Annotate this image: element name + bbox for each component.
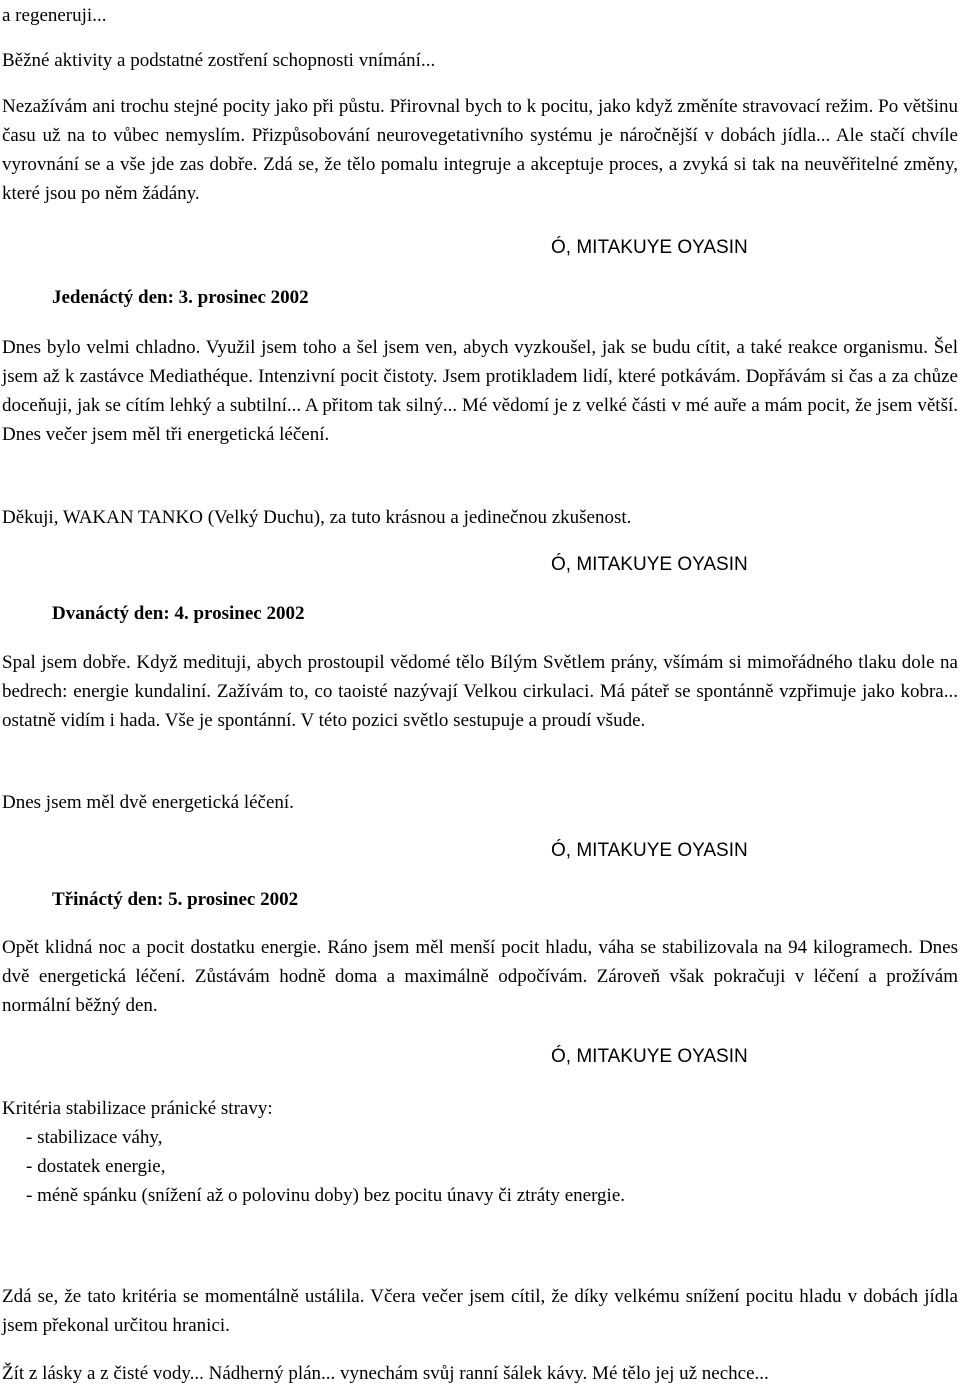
heading-day-12: Dvanáctý den: 4. prosinec 2002 [52,603,305,624]
paragraph-intro-3: Nezažívám ani trochu stejné pocity jako při půstu. Přirovnal bych to k pocitu, jako když změníte stravovací režim. Po většinu času už na to vůbec nemyslím. Přizpůsobování neurovegetativního systému je náročnější v dobách jídla... Ale stačí chvíle vyrovnání se a vše jde zas dobře. Zdá se, že tělo pomalu integruje a akceptuje proces, a zvyká si tak na neuvěřitelné změny, které jsou po něm žádány. [2,96,958,204]
paragraph-final-2: Žít z lásky a z čisté vody... Nádherný plán... vynechám svůj ranní šálek kávy. Mé tělo jej už nechce... [2,1363,769,1384]
signature-4: Ó, MITAKUYE OYASIN [551,1046,748,1067]
criteria-item-sleep: - méně spánku (snížení až o polovinu doby) bez pocitu únavy či ztráty energie. [26,1185,626,1206]
paragraph-day-13: Opět klidná noc a pocit dostatku energie. Ráno jsem měl menší pocit hladu, váha se stabilizovala na 94 kilogramech. Dnes dvě energetická léčení. Zůstávám hodně doma a maximálně odpočívám. Zároveň však pokračuji v léčení a prožívám normální běžný den. [2,937,958,1016]
criteria-title: Kritéria stabilizace pránické stravy: [2,1098,273,1119]
signature-2: Ó, MITAKUYE OYASIN [551,554,748,575]
paragraph-thanks: Děkuji, WAKAN TANKO (Velký Duchu), za tuto krásnou a jedinečnou zkušenost. [2,507,632,528]
criteria-item-energy: - dostatek energie, [26,1156,166,1177]
signature-3: Ó, MITAKUYE OYASIN [551,840,748,861]
heading-day-13: Třináctý den: 5. prosinec 2002 [52,889,299,910]
paragraph-day-12: Spal jsem dobře. Když medituji, abych prostoupil vědomé tělo Bílým Světlem prány, všímám si mimořádného tlaku dole na bedrech: energie kundaliní. Zažívám to, co taoisté nazývají Velkou cirkulaci. Má páteř se spontánně vzpřimuje jako kobra... ostatně vidím i hada. Vše je spontánní. V této pozici světlo sestupuje a proudí všude. [2,652,958,731]
paragraph-intro-2: Běžné aktivity a podstatné zostření schopnosti vnímání... [2,50,436,71]
paragraph-day-12-healing: Dnes jsem měl dvě energetická léčení. [2,792,294,813]
paragraph-intro-1: a regeneruji... [2,5,107,26]
heading-day-11: Jedenáctý den: 3. prosinec 2002 [52,287,309,308]
paragraph-day-11: Dnes bylo velmi chladno. Využil jsem toho a šel jsem ven, abych vyzkoušel, jak se budu cítit, a také reakce organismu. Šel jsem až k zastávce Mediathéque. Intenzivní pocit čistoty. Jsem protikladem lidí, které potkávám. Dopřávám si čas a za chůze doceňuji, jak se cítím lehký a subtilní... A přitom tak silný... Mé vědomí je z velké části v mé auře a mám pocit, že jsem větší. Dnes večer jsem měl tři energetická léčení. [2,337,958,445]
signature-1: Ó, MITAKUYE OYASIN [551,237,748,258]
criteria-item-weight: - stabilizace váhy, [26,1127,163,1148]
criteria-list [2,1094,958,1210]
paragraph-final-1: Zdá se, že tato kritéria se momentálně ustálila. Včera večer jsem cítil, že díky velkému snížení pocitu hladu v dobách jídla jsem překonal určitou hranici. [2,1286,958,1336]
